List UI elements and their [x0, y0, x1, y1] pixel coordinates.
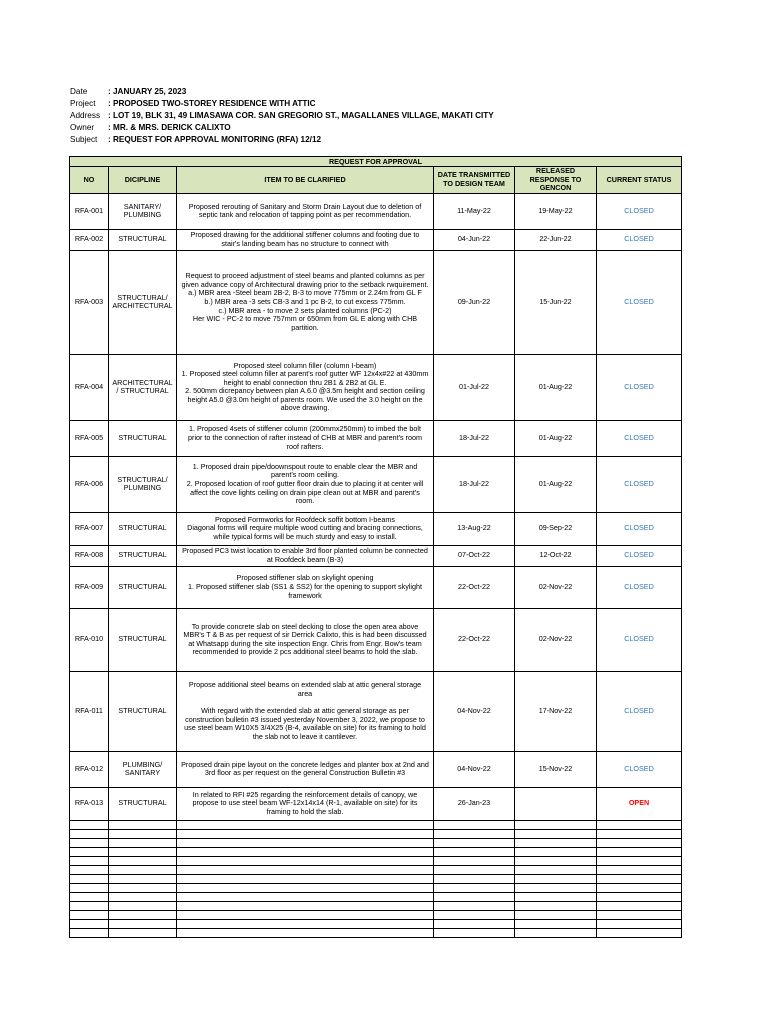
- empty-cell: [597, 847, 682, 856]
- empty-cell: [177, 910, 434, 919]
- cell-no: RFA-003: [70, 250, 109, 354]
- table-row: [70, 751, 682, 787]
- empty-cell: [177, 901, 434, 910]
- table-row: [70, 787, 682, 820]
- empty-cell: [109, 928, 177, 937]
- owner-value: : MR. & MRS. DERICK CALIXTO: [108, 123, 231, 132]
- cell-discipline: STRUCTURAL: [109, 671, 177, 751]
- empty-cell: [70, 928, 109, 937]
- cell-item: Propose additional steel beams on extended slab at attic general storage area With regard with the extended slab at attic general storage as per construction bulletin #3 issued yesterday November 3, 2022, we propose to use steel beam W10X5 3/4X25 (B-4, available on site) for its framing to hold the slab not to leave it cantilever.: [177, 671, 434, 751]
- cell-no: RFA-006: [70, 456, 109, 512]
- empty-cell: [109, 901, 177, 910]
- cell-date-released: 12-Oct-22: [515, 545, 597, 566]
- cell-date-released: 01-Aug-22: [515, 354, 597, 420]
- empty-cell: [597, 928, 682, 937]
- cell-no: RFA-001: [70, 193, 109, 229]
- cell-item: Request to proceed adjustment of steel beams and planted columns as per given advance copy of Architectural drawing prior to the setback rwquirement. a.) MBR area -Steel beam 2B-2, B-3 to move 775mm or 2.24m from GL F b.) MBR area -3 sets CB-3 and 1 pc B-2, to cut excess 775mm. c.) MBR area - to move 2 sets planted columns (PC-2) Her WIC - PC-2 to move 757mm or 650mm from GL E along with CHB partition.: [177, 250, 434, 354]
- empty-cell: [70, 820, 109, 829]
- cell-status: CLOSED: [597, 512, 682, 545]
- cell-no: RFA-012: [70, 751, 109, 787]
- cell-item: Proposed PC3 twist location to enable 3rd floor planted column be connected at Roofdeck beam (B-3): [177, 545, 434, 566]
- cell-no: RFA-010: [70, 608, 109, 671]
- empty-cell: [109, 820, 177, 829]
- empty-cell: [177, 892, 434, 901]
- empty-cell: [70, 919, 109, 928]
- cell-item: Proposed drain pipe layout on the concrete ledges and planter box at 2nd and 3rd floor as per request on the general Construction Bulletin #3: [177, 751, 434, 787]
- empty-cell: [70, 901, 109, 910]
- empty-cell: [434, 847, 515, 856]
- cell-date-released: 01-Aug-22: [515, 420, 597, 456]
- cell-status: CLOSED: [597, 671, 682, 751]
- cell-date-released: 15-Nov-22: [515, 751, 597, 787]
- cell-item: In related to RFI #25 regarding the reinforcement details of canopy, we propose to use steel beam WF-12x14x14 (R-1, available on site) for its framing to hold the slab.: [177, 787, 434, 820]
- empty-row: [70, 856, 682, 865]
- cell-item: Proposed steel column filler (column I-beam) 1. Proposed steel column filler at parent's roof gutter WF 12x4x#22 at 430mm height to enabl connection thru 2B1 & 2B2 at GL E. 2. 500mm dicrepancy between plan A.6.0 @3.5m height and section ceiling height A5.0 @3.0m height of parents room. We used the 3.0 height on the above drawing.: [177, 354, 434, 420]
- cell-no: RFA-004: [70, 354, 109, 420]
- empty-cell: [515, 838, 597, 847]
- empty-row: [70, 910, 682, 919]
- cell-no: RFA-013: [70, 787, 109, 820]
- rfa-table: [69, 156, 682, 938]
- cell-status: CLOSED: [597, 545, 682, 566]
- cell-discipline: STRUCTURAL: [109, 787, 177, 820]
- empty-row: [70, 928, 682, 937]
- empty-cell: [597, 901, 682, 910]
- subject-label: Subject: [70, 135, 98, 144]
- table-row: [70, 545, 682, 566]
- cell-date-transmitted: 18-Jul-22: [434, 420, 515, 456]
- cell-status: CLOSED: [597, 608, 682, 671]
- cell-date-released: 17-Nov-22: [515, 671, 597, 751]
- empty-row: [70, 865, 682, 874]
- empty-cell: [515, 856, 597, 865]
- empty-cell: [109, 847, 177, 856]
- empty-row: [70, 874, 682, 883]
- cell-date-released: 09-Sep-22: [515, 512, 597, 545]
- cell-discipline: STRUCTURAL/ PLUMBING: [109, 456, 177, 512]
- empty-cell: [177, 856, 434, 865]
- empty-cell: [177, 883, 434, 892]
- cell-date-released: 22-Jun-22: [515, 229, 597, 250]
- cell-discipline: SANITARY/ PLUMBING: [109, 193, 177, 229]
- cell-date-released: 02-Nov-22: [515, 608, 597, 671]
- cell-date-released: [515, 787, 597, 820]
- empty-cell: [70, 910, 109, 919]
- cell-discipline: ARCHITECTURAL / STRUCTURAL: [109, 354, 177, 420]
- empty-cell: [70, 838, 109, 847]
- empty-cell: [70, 847, 109, 856]
- empty-cell: [515, 847, 597, 856]
- empty-cell: [109, 883, 177, 892]
- col-header-status: CURRENT STATUS: [597, 167, 682, 194]
- empty-cell: [434, 829, 515, 838]
- empty-cell: [70, 856, 109, 865]
- empty-row: [70, 892, 682, 901]
- cell-no: RFA-011: [70, 671, 109, 751]
- cell-status: CLOSED: [597, 420, 682, 456]
- cell-no: RFA-009: [70, 566, 109, 608]
- col-header-transmitted: DATE TRANSMITTED TO DESIGN TEAM: [434, 167, 515, 194]
- empty-cell: [434, 919, 515, 928]
- empty-cell: [434, 856, 515, 865]
- empty-cell: [597, 829, 682, 838]
- address-label: Address: [70, 111, 101, 120]
- empty-cell: [177, 874, 434, 883]
- empty-cell: [515, 883, 597, 892]
- cell-no: RFA-007: [70, 512, 109, 545]
- cell-status: CLOSED: [597, 250, 682, 354]
- empty-cell: [434, 910, 515, 919]
- table-title: REQUEST FOR APPROVAL: [70, 157, 682, 167]
- empty-cell: [177, 919, 434, 928]
- cell-date-transmitted: 04-Jun-22: [434, 229, 515, 250]
- cell-status: CLOSED: [597, 566, 682, 608]
- cell-date-released: 19-May-22: [515, 193, 597, 229]
- empty-cell: [434, 892, 515, 901]
- empty-row: [70, 901, 682, 910]
- cell-discipline: STRUCTURAL: [109, 512, 177, 545]
- empty-cell: [515, 928, 597, 937]
- cell-discipline: STRUCTURAL: [109, 420, 177, 456]
- empty-cell: [70, 883, 109, 892]
- empty-cell: [109, 910, 177, 919]
- cell-discipline: STRUCTURAL: [109, 608, 177, 671]
- table-row: [70, 354, 682, 420]
- table-row: [70, 512, 682, 545]
- address-value: : LOT 19, BLK 31, 49 LIMASAWA COR. SAN GREGORIO ST., MAGALLANES VILLAGE, MAKATI CITY: [108, 111, 494, 120]
- empty-cell: [434, 874, 515, 883]
- cell-date-transmitted: 22-Oct-22: [434, 608, 515, 671]
- table-body: [70, 193, 682, 937]
- empty-cell: [515, 829, 597, 838]
- empty-row: [70, 838, 682, 847]
- empty-row: [70, 883, 682, 892]
- owner-label: Owner: [70, 123, 95, 132]
- empty-cell: [177, 829, 434, 838]
- cell-status: CLOSED: [597, 751, 682, 787]
- cell-date-transmitted: 04-Nov-22: [434, 751, 515, 787]
- cell-date-released: 02-Nov-22: [515, 566, 597, 608]
- subject-value: : REQUEST FOR APPROVAL MONITORING (RFA) 12/12: [108, 135, 322, 144]
- cell-date-transmitted: 04-Nov-22: [434, 671, 515, 751]
- empty-row: [70, 829, 682, 838]
- table-row: [70, 250, 682, 354]
- empty-cell: [177, 838, 434, 847]
- empty-cell: [434, 820, 515, 829]
- empty-cell: [70, 892, 109, 901]
- empty-cell: [434, 901, 515, 910]
- cell-no: RFA-002: [70, 229, 109, 250]
- cell-date-released: 15-Jun-22: [515, 250, 597, 354]
- empty-cell: [434, 928, 515, 937]
- empty-cell: [597, 883, 682, 892]
- empty-row: [70, 919, 682, 928]
- cell-status: CLOSED: [597, 354, 682, 420]
- empty-cell: [597, 892, 682, 901]
- cell-status: CLOSED: [597, 193, 682, 229]
- empty-cell: [177, 865, 434, 874]
- empty-cell: [597, 820, 682, 829]
- col-header-item: ITEM TO BE CLARIFIED: [177, 167, 434, 194]
- cell-item: Proposed rerouting of Sanitary and Storm Drain Layout due to deletion of septic tank and relocation of tapping point as per recommendation.: [177, 193, 434, 229]
- cell-date-transmitted: 13-Aug-22: [434, 512, 515, 545]
- table-row: [70, 671, 682, 751]
- table-row: [70, 420, 682, 456]
- empty-cell: [515, 892, 597, 901]
- cell-date-transmitted: 26-Jan-23: [434, 787, 515, 820]
- empty-cell: [515, 919, 597, 928]
- cell-item: Proposed stiffener slab on skylight opening 1. Proposed stiffener slab (SS1 & SS2) for the opening to support skylight framework: [177, 566, 434, 608]
- empty-cell: [177, 820, 434, 829]
- empty-cell: [597, 919, 682, 928]
- col-header-discipline: DICIPLINE: [109, 167, 177, 194]
- empty-cell: [70, 874, 109, 883]
- cell-date-transmitted: 07-Oct-22: [434, 545, 515, 566]
- empty-cell: [434, 838, 515, 847]
- cell-date-released: 01-Aug-22: [515, 456, 597, 512]
- cell-discipline: STRUCTURAL: [109, 229, 177, 250]
- empty-cell: [177, 928, 434, 937]
- empty-cell: [515, 910, 597, 919]
- empty-cell: [70, 865, 109, 874]
- empty-cell: [597, 838, 682, 847]
- cell-discipline: PLUMBING/ SANITARY: [109, 751, 177, 787]
- empty-cell: [515, 820, 597, 829]
- table-row: [70, 566, 682, 608]
- document-header: [70, 86, 494, 146]
- empty-cell: [109, 838, 177, 847]
- empty-cell: [597, 865, 682, 874]
- empty-cell: [109, 865, 177, 874]
- cell-discipline: STRUCTURAL/ ARCHITECTURAL: [109, 250, 177, 354]
- empty-cell: [109, 874, 177, 883]
- empty-cell: [109, 829, 177, 838]
- empty-cell: [177, 847, 434, 856]
- date-label: Date: [70, 87, 88, 96]
- cell-discipline: STRUCTURAL: [109, 545, 177, 566]
- table-row: [70, 456, 682, 512]
- cell-item: Proposed drawing for the additional stiffener columns and footing due to stair's landing beam has no structure to connect with: [177, 229, 434, 250]
- project-value: : PROPOSED TWO-STOREY RESIDENCE WITH ATTIC: [108, 99, 316, 108]
- cell-status: CLOSED: [597, 456, 682, 512]
- cell-discipline: STRUCTURAL: [109, 566, 177, 608]
- empty-cell: [597, 874, 682, 883]
- empty-cell: [515, 874, 597, 883]
- cell-status: CLOSED: [597, 229, 682, 250]
- empty-cell: [109, 892, 177, 901]
- table-row: [70, 193, 682, 229]
- empty-cell: [109, 919, 177, 928]
- empty-cell: [434, 883, 515, 892]
- cell-date-transmitted: 18-Jul-22: [434, 456, 515, 512]
- cell-no: RFA-005: [70, 420, 109, 456]
- cell-date-transmitted: 11-May-22: [434, 193, 515, 229]
- empty-cell: [70, 829, 109, 838]
- cell-date-transmitted: 22-Oct-22: [434, 566, 515, 608]
- empty-row: [70, 847, 682, 856]
- project-label: Project: [70, 99, 96, 108]
- table-row: [70, 229, 682, 250]
- empty-row: [70, 820, 682, 829]
- cell-date-transmitted: 09-Jun-22: [434, 250, 515, 354]
- empty-cell: [109, 856, 177, 865]
- cell-item: Proposed Formworks for Roofdeck soffit bottom I-beams Diagonal forms will require multiple wood cutting and bracing connections, while typical forms will be much sturdy and easy to install.: [177, 512, 434, 545]
- cell-item: 1. Proposed 4sets of stiffener column (200mmx250mm) to imbed the bolt prior to the connection of rafter instead of CHB at MBR and parent's room roof rafters.: [177, 420, 434, 456]
- cell-no: RFA-008: [70, 545, 109, 566]
- empty-cell: [434, 865, 515, 874]
- col-header-released: RELEASED RESPONSE TO GENCON: [515, 167, 597, 194]
- empty-cell: [597, 856, 682, 865]
- empty-cell: [597, 910, 682, 919]
- cell-date-transmitted: 01-Jul-22: [434, 354, 515, 420]
- cell-item: To provide concrete slab on steel decking to close the open area above MBR's T & B as per request of sir Derrick Calixto, this is had been discussed at Whatsapp during the site inspection Engr. Chris from Engr. Bow's team recommended to provide 2 pcs additional steel beams to hold the slab.: [177, 608, 434, 671]
- col-header-no: NO: [70, 167, 109, 194]
- date-value: : JANUARY 25, 2023: [108, 87, 187, 96]
- cell-status: OPEN: [597, 787, 682, 820]
- table-row: [70, 608, 682, 671]
- empty-cell: [515, 865, 597, 874]
- empty-cell: [515, 901, 597, 910]
- cell-item: 1. Proposed drain pipe/doownspout route to enable clear the MBR and parent's room ceiling. 2. Proposed location of roof gutter floor drain due to placing it at center will affect the cove lights ceiling on drain pipe clean out at MBR and parent's room.: [177, 456, 434, 512]
